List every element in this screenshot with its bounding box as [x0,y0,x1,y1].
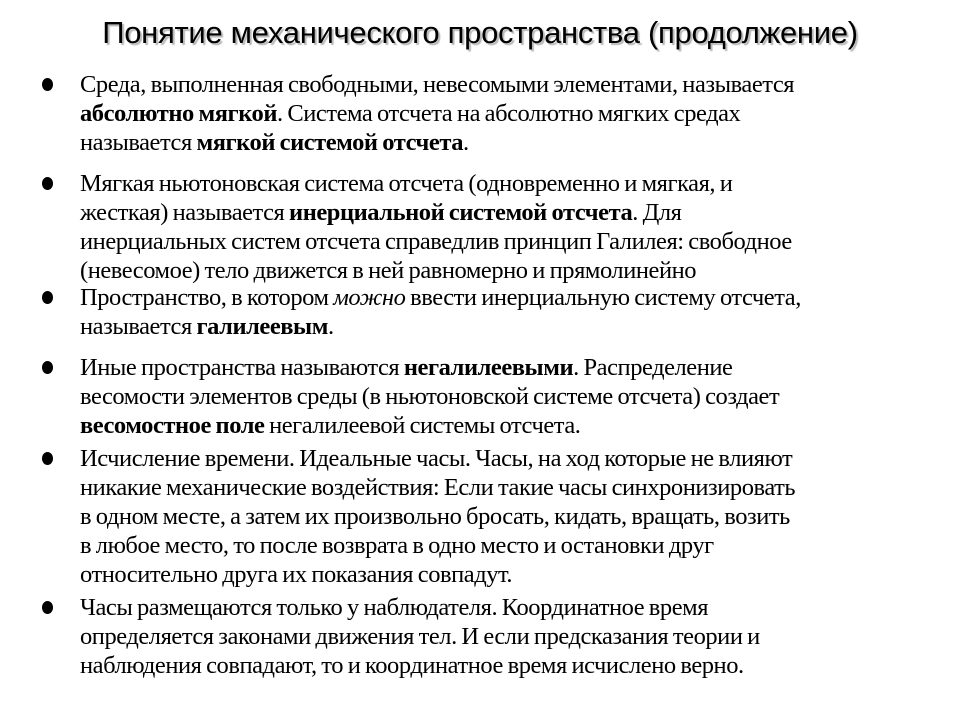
text-run: Часы размещаются только у наблюдателя. Координатное время [80,594,709,621]
text-line [80,382,940,411]
text-line [80,444,940,473]
text-line [80,227,940,256]
text-run: наблюдения совпадают, то и координатное время исчислено верно. [80,652,744,679]
text-line [80,560,940,589]
bold-term: негалилеевыми [403,354,574,381]
text-line [80,283,940,312]
text-run: в одном месте, а затем их произвольно бросать, кидать, вращать, возить [80,503,790,530]
text-run: Исчисление времени. Идеальные часы. Часы, на ход которые не влияют [80,445,793,472]
text-run: (невесомое) тело движется в ней равномерно и прямолинейно [80,257,697,284]
text-line [80,70,940,99]
text-line [80,256,940,285]
text-run: негалилеевой системы отсчета. [264,412,581,439]
bold-term: абсолютно мягкой [80,100,277,127]
bullet-dot-icon [42,78,53,91]
text-line [80,128,940,157]
slide-title: Понятие механического пространства (продолжение) [102,15,858,50]
text-run: называется [80,129,197,156]
bullet-dot-icon [42,361,53,374]
text-run: . Распределение [573,354,733,381]
text-run: никакие механические воздействия: Если такие часы синхронизировать [80,474,796,501]
text-run: инерциальных систем отсчета справедлив принцип Галилея: свободное [80,228,792,255]
bullet-dot-icon [42,601,53,614]
text-run: Мягкая ньютоновская система отсчета (одновременно и мягкая, и [80,170,733,197]
text-run: Иные пространства называются [80,354,404,381]
bullet-text [80,169,940,285]
text-run: . Система отсчета на абсолютно мягких средах [277,100,741,127]
text-run: Среда, выполненная свободными, невесомыми элементами, называется [80,71,795,98]
text-line [80,651,940,680]
bullet-text [80,444,940,589]
text-line [80,473,940,502]
text-run: определяется законами движения тел. И если предсказания теории и [80,623,760,650]
text-line [80,622,940,651]
text-run: Пространство, в котором [80,284,334,311]
bold-term: инерциальной системой отсчета [289,199,633,226]
italic-emphasis: можно [333,284,406,311]
text-line [80,312,940,341]
text-line [80,411,940,440]
bullet-dot-icon [42,291,53,304]
text-line [80,99,940,128]
text-run: . [463,129,469,156]
text-line [80,593,940,622]
bullet-text [80,593,940,680]
text-run: жесткая) называется [80,199,290,226]
bullet-dot-icon [42,452,53,465]
text-run: . Для [632,199,682,226]
bullet-text [80,353,940,440]
text-line [80,531,940,560]
text-line [80,353,940,382]
text-run: . [327,313,334,340]
bold-term: мягкой системой отсчета [196,129,464,156]
bold-term: весомостное поле [80,412,265,439]
text-run: относительно друга их показания совпадут. [80,561,513,588]
text-run: ввести инерциальную систему отсчета, [405,284,801,311]
bullet-dot-icon [42,177,53,190]
text-line [80,169,940,198]
text-run: в любое место, то после возврата в одно место и остановки друг [80,532,714,559]
bold-term: галилеевым [196,313,328,340]
text-run: называется [80,313,197,340]
text-line [80,198,940,227]
bullet-text [80,283,940,341]
text-run: весомости элементов среды (в ньютоновской системе отсчета) создает [80,383,780,410]
bullet-text [80,70,940,157]
text-line [80,502,940,531]
